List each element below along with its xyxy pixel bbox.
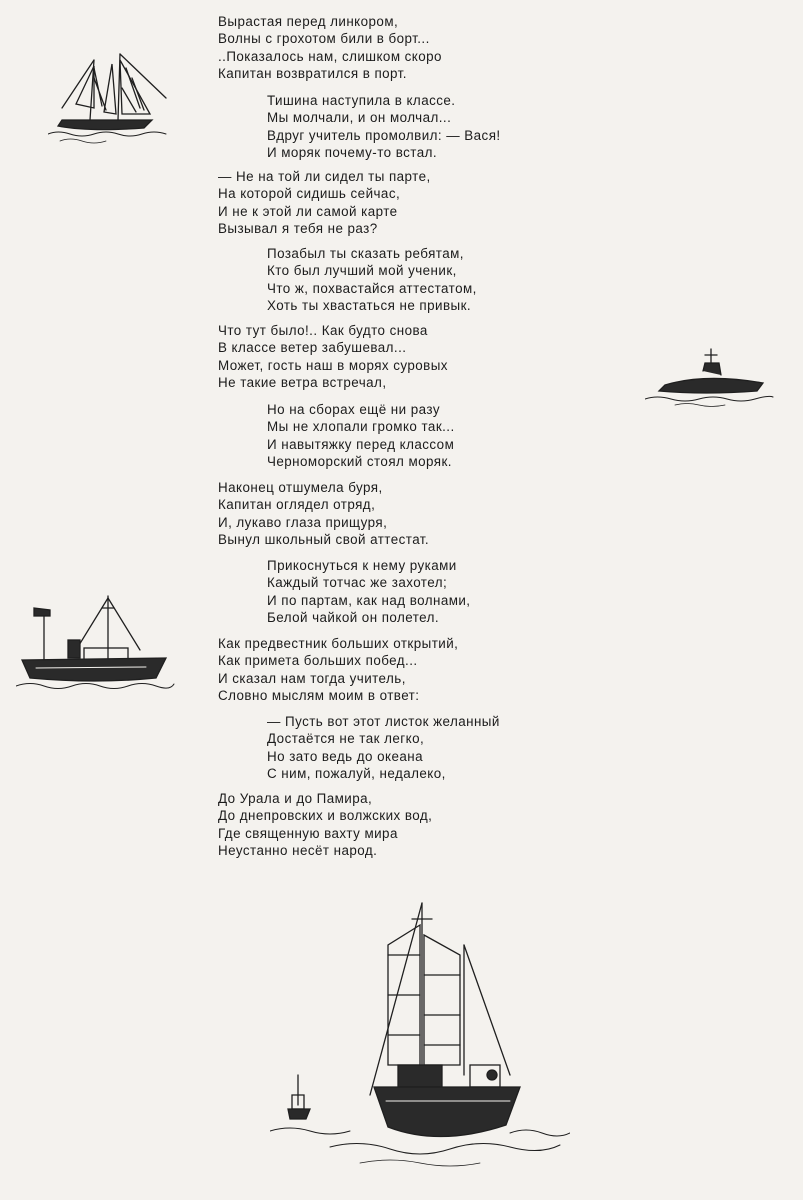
poem-line: Капитан оглядел отряд, — [218, 497, 376, 513]
poem-line: Вырастая перед линкором, — [218, 14, 399, 29]
poem-line: Хоть ты хвастаться не привык. — [267, 298, 472, 314]
poem-line: Мы не хлопали громко так... — [267, 419, 455, 435]
poem-line: Мы молчали, и он молчал... — [267, 110, 452, 126]
poem-line: И моряк почему-то встал. — [267, 145, 438, 161]
poem-line: До днепровских и волжских вод, — [218, 808, 433, 824]
poem-line: Капитан возвратился в порт. — [218, 66, 407, 82]
sailing-ship-icon — [48, 48, 178, 148]
poem-line: И по партам, как над волнами, — [267, 592, 471, 608]
poem-line: С ним, пожалуй, недалеко, — [267, 766, 446, 782]
poem-line: Вызывал я тебя не раз? — [218, 221, 378, 237]
poem-stanza — [218, 479, 429, 549]
poem-line: Достаётся не так легко, — [267, 731, 425, 747]
poem-stanza — [218, 13, 442, 83]
poem-line: И навытяжку перед классом — [267, 436, 455, 452]
poem-line: Где священную вахту мира — [218, 825, 398, 841]
poem-line: Словно мыслям моим в ответ: — [218, 688, 420, 704]
poem-line: Наконец отшумела буря, — [218, 480, 383, 495]
poem-line: Может, гость наш в морях суровых — [218, 357, 448, 373]
poem-line: Каждый тотчас же захотел; — [267, 575, 448, 591]
poem-line: Как предвестник больших открытий, — [218, 636, 459, 651]
trawler-icon — [270, 895, 570, 1195]
poem-line: Позабыл ты сказать ребятам, — [267, 246, 464, 261]
poem-line: Но зато ведь до океана — [267, 748, 423, 764]
poem-stanza — [218, 635, 458, 705]
poem-line: Что ж, похвастайся аттестатом, — [267, 280, 477, 296]
poem-line: — Не на той ли сидел ты парте, — [218, 169, 431, 184]
poem-line: — Пусть вот этот листок желанный — [267, 714, 500, 729]
poem-line: Белой чайкой он полетел. — [267, 610, 440, 626]
poem-line: До Урала и до Памира, — [218, 791, 373, 806]
poem-line: Но на сборах ещё ни разу — [267, 402, 440, 417]
submarine-icon — [645, 345, 775, 415]
poem-line: И сказал нам тогда учитель, — [218, 670, 406, 686]
poem-line: Вынул школьный свой аттестат. — [218, 532, 430, 548]
poem-stanza — [267, 557, 470, 627]
poem-stanza — [267, 713, 500, 783]
poem-line: Прикоснуться к нему руками — [267, 558, 457, 573]
poem-line: На которой сидишь сейчас, — [218, 186, 401, 202]
poem-line: Что тут было!.. Как будто снова — [218, 323, 428, 338]
poem-line: Неустанно несёт народ. — [218, 843, 378, 859]
poem-line: Волны с грохотом били в борт... — [218, 31, 430, 47]
poem-stanza — [267, 401, 455, 471]
poem-line: Кто был лучший мой ученик, — [267, 263, 457, 279]
poem-line: ..Показалось нам, слишком скоро — [218, 48, 442, 64]
poem-line: Как примета больших побед... — [218, 653, 418, 669]
poem-line: В классе ветер забушевал... — [218, 340, 407, 356]
poem-line: Черноморский стоял моряк. — [267, 454, 452, 470]
poem-stanza — [267, 92, 501, 162]
poem-line: Тишина наступила в классе. — [267, 93, 456, 108]
steamship-icon — [16, 590, 176, 700]
poem-line: Вдруг учитель промолвил: — Вася! — [267, 127, 501, 143]
poem-line: Не такие ветра встречал, — [218, 375, 387, 391]
poem-stanza — [218, 322, 448, 392]
poem-line: И, лукаво глаза прищуря, — [218, 514, 388, 530]
poem-stanza — [218, 790, 432, 860]
poem-stanza — [267, 245, 477, 315]
poem-stanza — [218, 168, 431, 238]
poem-line: И не к этой ли самой карте — [218, 203, 398, 219]
